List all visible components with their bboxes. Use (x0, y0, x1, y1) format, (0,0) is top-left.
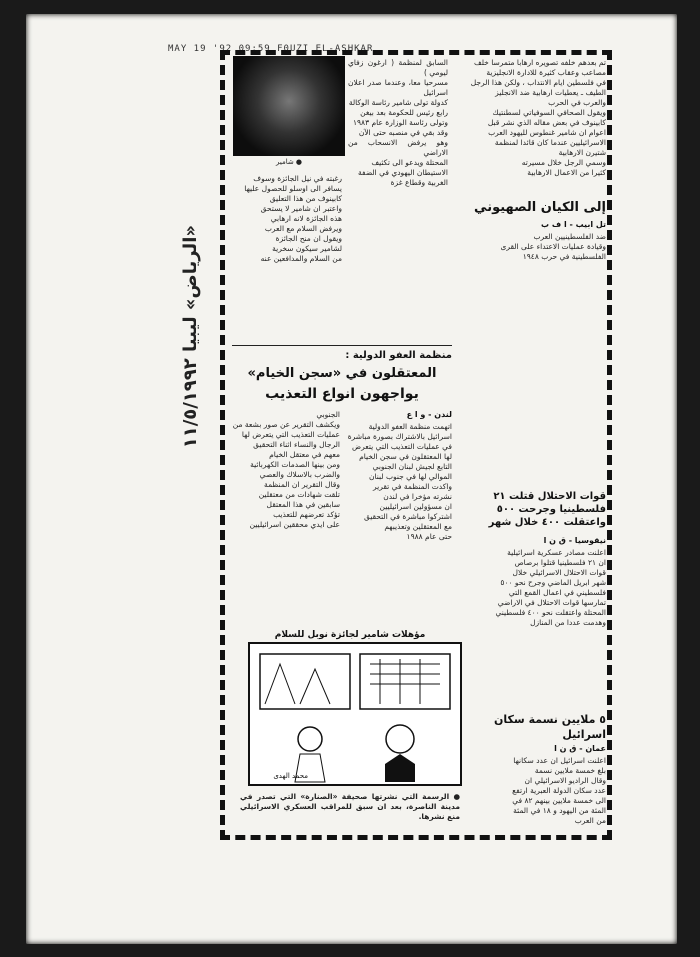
right-text-1b (458, 232, 606, 282)
text-line: في فلسطين ايام الانتداب ، ولكن هذا الرجل (470, 78, 606, 87)
right-text-2 (458, 548, 606, 638)
text-line: ان ٢١ فلسطينيا قتلوا برصاص (514, 558, 606, 567)
amnesty-kicker: منظمة العفو الدولية : (345, 350, 452, 361)
text-line: الاستيطان اليهودي في الضفة (358, 168, 448, 177)
text-line: ومن بينها الصدمات الكهربائية (250, 460, 340, 469)
text-line: معهم في معتقل الخيام (269, 450, 340, 459)
text-line: بلغ خمسة ملايين نسمة (534, 766, 606, 775)
middle-top-text (348, 58, 448, 358)
text-line: والضرب بالاسلاك والعصي (259, 470, 340, 479)
text-line: لها المعتقلون في سجن الخيام (359, 452, 452, 461)
text-line: من السلام والمدافعين عنه (260, 254, 342, 263)
text-line: وقال التقرير ان المنظمة (264, 480, 340, 489)
text-line: وتولى رئاسة الوزارة عام ١٩٨٣ (353, 118, 448, 127)
text-line: حتى عام ١٩٨٨ (406, 532, 452, 541)
divider (232, 345, 452, 346)
text-line: شتيرن الارهابية (558, 148, 606, 157)
text-line: رابع رئيس للحكومة بعد بيغن (360, 108, 448, 117)
headline-population: ٥ ملايين نسمة سكان اسرائيل (494, 713, 606, 741)
right-text-1 (458, 58, 606, 178)
middle-left-text (232, 174, 342, 334)
photo-caption: ● شامير (275, 158, 303, 166)
text-line: تم بعدهم خلفه تصويره ارهابا متمرسا خلف (473, 58, 606, 67)
text-line: تلقت شهادات من معتقلين (258, 490, 340, 499)
dateline: تل ابيب - ا ف ب (541, 220, 606, 229)
text-line: وقد بقي في منصبه حتى الآن (358, 128, 448, 137)
text-line: هذه الجائزة لانه ارهابي (270, 214, 342, 223)
text-line: على ايدي محققين اسرائيليين (249, 520, 340, 529)
text-line: اتهمت منظمة العفو الدولية (368, 422, 452, 431)
text-line: والعرب في الحرب (548, 98, 606, 107)
text-line: الغربية وقطاع غزة (390, 178, 448, 187)
text-line: تؤكد تعرضهم للتعذيب (273, 510, 340, 519)
text-line: الطيف ـ يعطيات ارهابية ضد الانجليز (495, 88, 606, 97)
text-line: مصاعب وعقاب كثيرة للادارة الانجليزية (486, 68, 606, 77)
amnesty-text-left (232, 410, 340, 622)
text-line: التابع لجيش لبنان الجنوبي (372, 462, 452, 471)
text-line: وهو يرفض الانسحاب من الاراضي (348, 138, 448, 157)
text-line: عدد سكان الدولة العبرية ارتفع (512, 786, 606, 795)
text-line: ضد الفلسطينيين العرب (533, 232, 606, 241)
fax-header: MAY 19 '92 09:59 F0UZI EL-ASHKAR (168, 44, 374, 54)
text-line: كابينوف في بعض مقاله الذي نشر قبل (487, 118, 606, 127)
text-line: وقال الراديو الاسرائيلي ان (524, 776, 606, 785)
text-line: رغبته في نيل الجائزة وسوف (253, 174, 342, 183)
text-line: سابقين في هذا المعتقل (266, 500, 340, 509)
headline-occupation-forces: قوات الاحتلال قتلت ٢١ فلسطينيا وجرحت ٥٠٠ واعتقلت ٤٠٠ خلال شهر (488, 491, 606, 528)
dateline: نيقوسيا - ق ن ا (543, 536, 606, 545)
text-line: الاسرائيليين عندما كان قائدا لمنظمة (494, 138, 606, 147)
text-line: اعلنت اسرائيل ان عدد سكانها (513, 756, 606, 765)
text-line: وسمي الرجل خلال مسيرته (521, 158, 606, 167)
text-line: عمليات التعذيب التي يتعرض لها (241, 430, 340, 439)
text-line: الجنوبي (316, 410, 340, 419)
text-line: واكدت المنظمة في تقرير (373, 482, 452, 491)
cartoon-drawing (250, 644, 460, 784)
text-line: واعتبر ان شامير لا يستحق (260, 204, 342, 213)
cartoon-title: مؤهلات شامير لجائزة نوبل للسلام (274, 630, 426, 640)
cartoon-image (248, 642, 462, 786)
text-line: مسرحيا معا، وعندما صدر اعلان اسرائيل (348, 78, 448, 97)
text-line: الفلسطينية في حرب ١٩٤٨ (522, 252, 606, 261)
text-line: ويرفض السلام مع العرب (264, 224, 342, 233)
dateline: عمان - ق ن ا (554, 744, 606, 753)
text-line: وقيادة عمليات الاعتداء على القرى (500, 242, 606, 251)
amnesty-headline-1: المعتقلون في «سجن الخيام» (247, 366, 437, 381)
text-line: كابينوف من هذا التعليق (269, 194, 342, 203)
right-text-3 (458, 756, 606, 836)
text-line: اسرائيل بالاشتراك بصورة مباشرة (347, 432, 452, 441)
text-line: ويكشف التقرير عن صور بشعة من (232, 420, 340, 429)
headline-zionist-entity: إلى الكيان الصهيوني (474, 200, 606, 215)
cartoon-caption: ● الرسمة التي نشرتها صحيفة «الصنارة» التي تصدر في مدينة الناصرة، بعد ان سبق للمراقب العسكري الاسرائيلي منع نشرها. (240, 792, 460, 821)
text-line: يسافر الى اوسلو للحصول عليها (244, 184, 342, 193)
text-line: اعلنت مصادر عسكرية اسرائيلية (507, 548, 606, 557)
text-line: شهر ابريل الماضي وجرح نحو ٥٠٠ (500, 578, 606, 587)
text-line: الى خمسة ملايين بينهم ٨٢ في (512, 796, 606, 805)
text-line: من العرب (574, 816, 606, 825)
text-line: نشرته مؤخرا في لندن (383, 492, 452, 501)
text-line: المئة من اليهود و ١٨ في المئة (513, 806, 606, 815)
shamir-photo (233, 56, 345, 156)
amnesty-dateline: لندن - و ا ع (406, 410, 452, 419)
text-line: الرجال والنساء اثناء التحقيق (253, 440, 340, 449)
text-line: السابق لمنظمة ( ارغون زفاي ليومي ) (348, 58, 448, 77)
text-line: كثيرا من الاعمال الارهابية (527, 168, 606, 177)
text-line: وهدمت عددا من المنازل (530, 618, 606, 627)
text-line: قوات الاحتلال الاسرائيلي خلال (512, 568, 606, 577)
text-line: في عمليات التعذيب التي يتعرض (352, 442, 452, 451)
handwritten-date-note: «الرياض» ليبيا ١١/٥/١٩٩٢ (180, 225, 201, 449)
text-line: تمارسها قوات الاحتلال في الاراضي (497, 598, 606, 607)
text-line: الموالي لها في جنوب لبنان (368, 472, 452, 481)
amnesty-headline-2: يواجهون انواع التعذيب (265, 386, 419, 402)
text-line: فلسطيني في اعمال القمع التي (508, 588, 606, 597)
text-line: مع المعتقلين وتعذيبهم (384, 522, 452, 531)
text-line: ويقول ان منح الجائزة (275, 234, 342, 243)
amnesty-text-right (344, 422, 452, 622)
text-line: اشتركوا مباشرة في التحقيق (364, 512, 452, 521)
text-line: ان مسؤولين اسرائيليين (379, 502, 452, 511)
cartoon-artist: محمد الهدى (273, 772, 308, 780)
text-line: اعوام ان شامير غنطوس لليهود العرب (488, 128, 606, 137)
text-line: ويقول الصحافي السوفياتي لسطنتيك (492, 108, 606, 117)
text-line: كدولة تولى شامير رئاسة الوكالة (348, 98, 448, 107)
text-line: المحتلة ويدعو الى تكثيف (371, 158, 448, 167)
text-line: المحتلة واعتقلت نحو ٤٠٠ فلسطيني (495, 608, 606, 617)
text-line: لشامير سيكون سخرية (272, 244, 342, 253)
